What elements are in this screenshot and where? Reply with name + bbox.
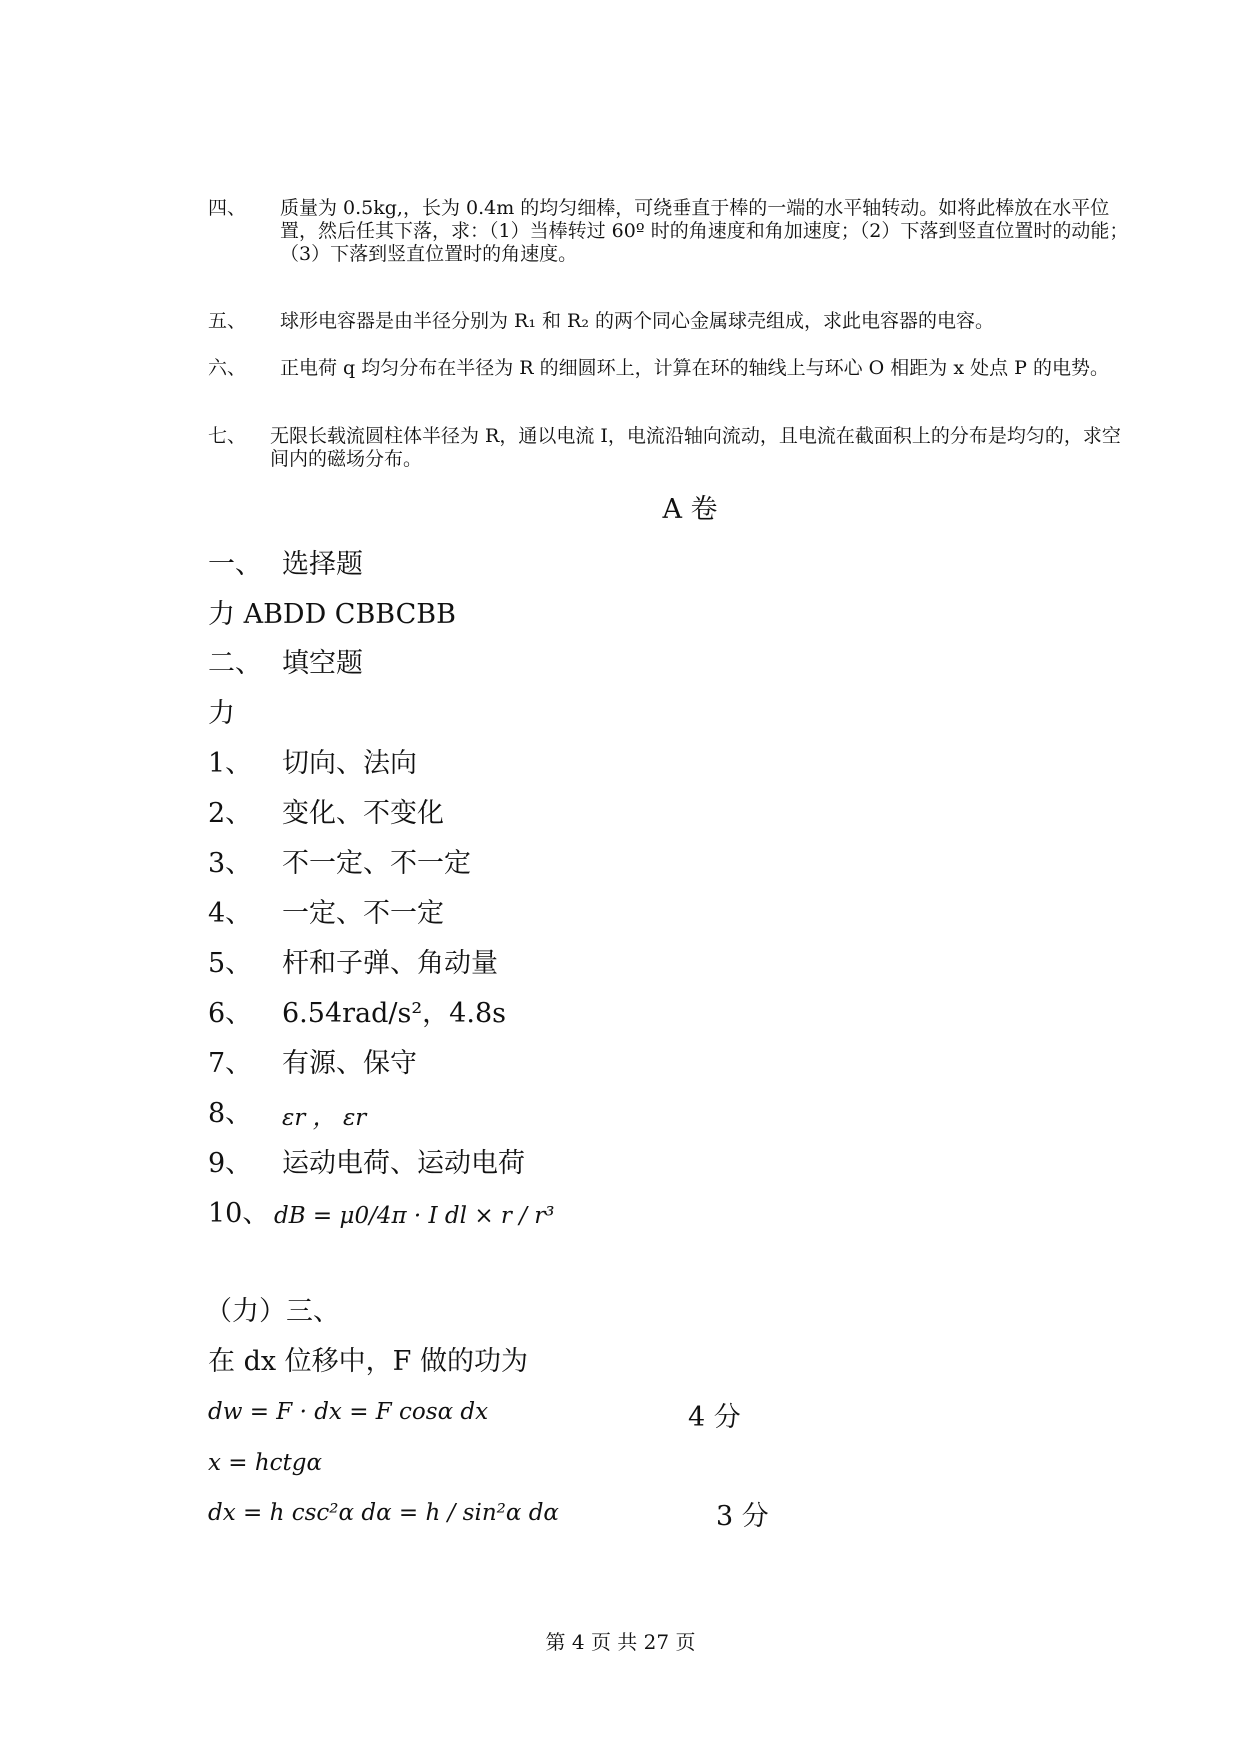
score-3: 3 分 xyxy=(716,1501,769,1532)
answer-text: 杆和子弹、角动量 xyxy=(282,948,498,979)
question-number: 四、 xyxy=(208,197,247,219)
answer-number: 10、 xyxy=(208,1198,270,1229)
answer-number: 9、 xyxy=(208,1148,253,1179)
part3-intro: 在 dx 位移中，F 做的功为 xyxy=(208,1346,528,1377)
answer-text: 变化、不变化 xyxy=(282,798,444,829)
question-text: 质量为 0.5kg,，长为 0.4m 的均匀细棒，可绕垂直于棒的一端的水平轴转动。如将此棒放在水平位置，然后任其下落，求：（1）当棒转过 60º 时的角速度和角加速度；（2）下落到竖直位置时的动能；（3）下落到竖直位置时的角速度。 xyxy=(280,197,1129,265)
answer-text: 切向、法向 xyxy=(282,748,417,779)
section-title: A 卷 xyxy=(662,494,718,525)
answer-number: 4、 xyxy=(208,898,253,929)
answer-number: 8、 xyxy=(208,1098,253,1129)
question-4 xyxy=(208,197,1128,267)
part-label: 填空题 xyxy=(282,648,363,679)
part3-heading: （力）三、 xyxy=(205,1296,340,1327)
question-number: 五、 xyxy=(208,310,247,332)
answer-number: 3、 xyxy=(208,848,253,879)
equation-1: dw = F · dx = F cosα dx xyxy=(208,1399,489,1425)
answer-text: 6.54rad/s²，4.8s xyxy=(282,998,506,1029)
page-footer: 第 4 页 共 27 页 xyxy=(545,1630,696,1654)
answer-text: dB = μ0/4π · I dl × r / r³ xyxy=(274,1203,555,1229)
choice-answers: 力 ABDD CBBCBB xyxy=(208,599,456,630)
answer-number: 2、 xyxy=(208,798,253,829)
question-number: 六、 xyxy=(208,357,247,379)
answer-number: 1、 xyxy=(208,748,253,779)
question-6 xyxy=(208,357,1128,405)
question-5 xyxy=(208,310,1128,336)
question-number: 七、 xyxy=(208,425,247,447)
answer-text: 一定、不一定 xyxy=(282,898,444,929)
part2-sub: 力 xyxy=(208,698,235,729)
answer-text: εr ， εr xyxy=(282,1105,367,1131)
equation-2: x = hctgα xyxy=(208,1450,323,1476)
question-text: 无限长载流圆柱体半径为 R，通以电流 I，电流沿轴向流动，且电流在截面积上的分布是均匀的，求空间内的磁场分布。 xyxy=(270,425,1121,470)
answer-number: 6、 xyxy=(208,998,253,1029)
part-number: 一、 xyxy=(208,549,262,580)
answer-number: 5、 xyxy=(208,948,253,979)
question-text: 球形电容器是由半径分别为 R₁ 和 R₂ 的两个同心金属球壳组成，求此电容器的电容。 xyxy=(280,310,995,332)
question-text: 正电荷 q 均匀分布在半径为 R 的细圆环上，计算在环的轴线上与环心 O 相距为 x 处点 P 的电势。 xyxy=(280,357,1109,379)
score-1: 4 分 xyxy=(688,1402,741,1433)
answer-text: 运动电荷、运动电荷 xyxy=(282,1148,525,1179)
answer-number: 7、 xyxy=(208,1048,253,1079)
answer-text: 有源、保守 xyxy=(282,1048,417,1079)
answer-text: 不一定、不一定 xyxy=(282,848,471,879)
equation-3: dx = h csc²α dα = h / sin²α dα xyxy=(208,1500,559,1526)
question-7 xyxy=(208,425,1128,473)
part-number: 二、 xyxy=(208,648,262,679)
part-label: 选择题 xyxy=(282,549,363,580)
